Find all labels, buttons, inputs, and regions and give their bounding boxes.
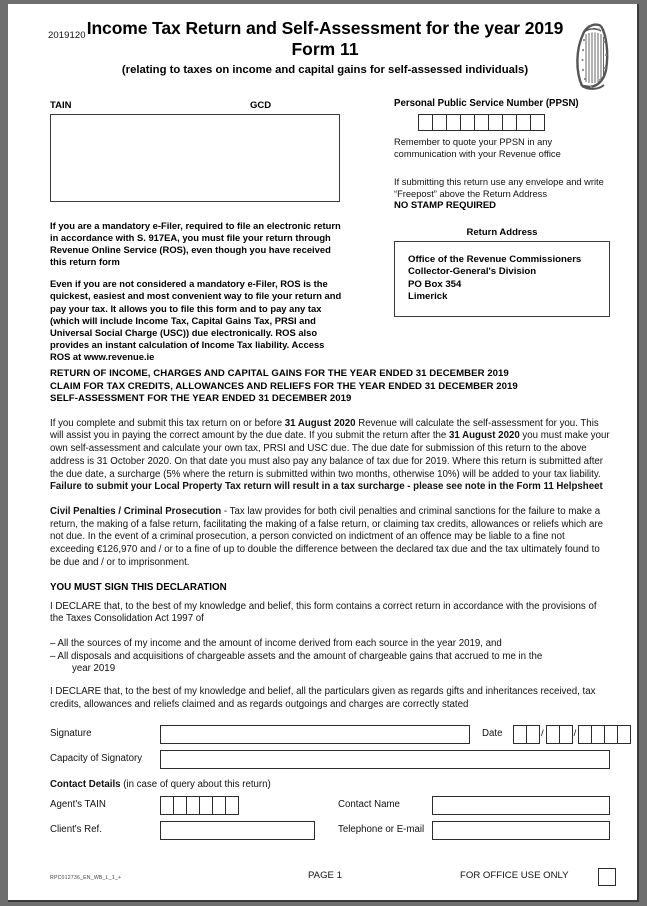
office-use-checkbox[interactable] — [598, 868, 616, 886]
declaration-paragraph-2: I DECLARE that, to the best of my knowledge and belief, all the particulars given as regards gifts and inheritances received, tax credits, allowances and reliefs claimed and as regards outgoings and charges are correctly stated — [50, 686, 596, 710]
capacity-input[interactable] — [160, 750, 610, 769]
heading-self-assessment: SELF-ASSESSMENT FOR THE YEAR ENDED 31 DECEMBER 2019 — [50, 393, 352, 405]
ppsn-cell[interactable] — [530, 114, 545, 131]
agent-tain-input[interactable] — [160, 796, 238, 815]
return-address-line: Office of the Revenue Commissioners — [408, 254, 582, 265]
title-block — [40, 18, 610, 77]
return-headings — [50, 368, 610, 406]
page-content — [40, 18, 610, 835]
date-day-cell[interactable] — [526, 725, 540, 744]
client-ref-row — [50, 821, 610, 842]
deadline-text-1: If you complete and submit this tax return on or before — [50, 417, 285, 429]
contact-details-label: Contact Details — [50, 779, 121, 791]
client-ref-label: Client's Ref. — [50, 824, 102, 836]
form-page — [8, 4, 639, 902]
no-stamp-required: NO STAMP REQUIRED — [394, 200, 497, 211]
form-header — [40, 18, 610, 92]
efiler-notice — [50, 220, 344, 363]
agent-tain-label: Agent's TAIN — [50, 799, 106, 811]
heading-return-of-income: RETURN OF INCOME, CHARGES AND CAPITAL GAINS FOR THE YEAR ENDED 31 DECEMBER 2019 — [50, 368, 509, 379]
declaration-bullet-2-cont: year 2019 — [72, 663, 116, 675]
penalties-text: - Tax law provides for both civil penalties and criminal sanctions for the failure to make a return, the making of a false return, facilitating the making of a false return, or claiming tax credits, allowances or reliefs which are not due. In the event of a criminal prosecution, a person convicted on indictment of an offence may be liable to a fine not exceeding €126,970 and / or to a fine of up to double the difference between the declared tax due and the tax ultimately found to be due and / or to imprisonment. — [50, 506, 603, 568]
deadline-text-3: you must make your own self-assessment and calculate your own tax, PRSI and USC due. The due date for submission of this return to the above address is 31 October 2020. On that date you must also pay any balance of tax due for 2019. Where this return is submitted after the due date, a surcharge (5% where the return is submitted within two months, otherwise 10%) will be added to your tax liability. — [50, 430, 610, 480]
date-separator: / — [573, 728, 577, 740]
return-address-line: Limerick — [408, 291, 448, 303]
tain-label: TAIN — [50, 100, 72, 111]
declaration-bullet-1: – All the sources of my income and the amount of income derived from each source in the year 2019, and — [50, 637, 502, 649]
date-label: Date — [482, 728, 503, 740]
date-year-cell[interactable] — [604, 725, 618, 744]
form-number: 2019120 — [48, 30, 86, 41]
ppsn-section — [394, 98, 610, 317]
date-month-cell[interactable] — [559, 725, 573, 744]
signature-input[interactable] — [160, 725, 470, 744]
contact-name-label: Contact Name — [338, 799, 400, 811]
ppsn-note: Remember to quote your PPSN in any communication with your Revenue office — [394, 137, 561, 159]
ppsn-cell[interactable] — [488, 114, 503, 131]
lpt-surcharge-warning: Failure to submit your Local Property Tax return will result in a tax surcharge - please see note in the Form 11 Helpsheet — [50, 481, 603, 493]
efiler-paragraph-2: Even if you are not considered a mandatory e-Filer, ROS is the quickest, easiest and most convenient way to file your return and pay your tax. It allows you to file this form and to pay any tax (which will include Income Tax, Capital Gains Tax, PRSI and Universal Social Charge (USC)) due electronically. ROS also provides an instant calculation of Income Tax liability. Access ROS at www.revenue.ie — [50, 278, 342, 362]
main-body — [40, 368, 610, 711]
gcd-label: GCD — [250, 100, 272, 111]
date-separator: / — [541, 728, 544, 740]
ppsn-cell[interactable] — [474, 114, 489, 131]
ppsn-cell[interactable] — [516, 114, 531, 131]
agent-tain-cell[interactable] — [212, 796, 226, 815]
form-title-line2: Form 11 — [291, 39, 359, 59]
declaration-bullets — [50, 638, 610, 676]
agent-tain-cell[interactable] — [186, 796, 200, 815]
capacity-label: Capacity of Signatory — [50, 753, 143, 765]
ppsn-cell[interactable] — [502, 114, 517, 131]
ppsn-cell[interactable] — [432, 114, 447, 131]
deadline-text-2: Revenue will calculate the self-assessment for you. This will assist you in paying the correct amount by the due date. If you submit the return after the — [50, 417, 599, 442]
deadline-paragraph — [50, 418, 610, 494]
efiler-paragraph-1: If you are a mandatory e-Filer, required to file an electronic return in accordance with S. 917EA, you must file your return through Revenue Online Service (ROS), even though you have received this return form — [50, 220, 341, 268]
irish-harp-emblem — [570, 20, 614, 94]
agent-tain-cell[interactable] — [173, 796, 187, 815]
deadline-date-1: 31 August 2020 — [284, 417, 356, 429]
ppsn-input[interactable] — [418, 114, 610, 131]
date-year-cell[interactable] — [591, 725, 605, 744]
contact-name-input[interactable] — [432, 796, 610, 815]
deadline-date-2: 31 August 2020 — [449, 430, 520, 442]
date-month-cell[interactable] — [546, 725, 560, 744]
tain-gcd-input[interactable] — [50, 114, 340, 202]
agent-tain-cell[interactable] — [160, 796, 174, 815]
return-address-line: PO Box 354 — [408, 278, 462, 290]
identifier-section — [40, 98, 610, 362]
date-day-cell[interactable] — [513, 725, 527, 744]
ppsn-cell[interactable] — [418, 114, 433, 131]
penalties-heading: Civil Penalties / Criminal Prosecution — [50, 506, 222, 517]
signature-label: Signature — [50, 728, 92, 740]
return-address-line: Collector-General's Division — [408, 266, 537, 278]
date-year-cell[interactable] — [578, 725, 592, 744]
rpc-code: RPC012736_EN_WB_L_1_+ — [50, 875, 122, 881]
signature-fields — [40, 725, 610, 835]
ppsn-cell[interactable] — [460, 114, 475, 131]
date-year-cell[interactable] — [617, 725, 631, 744]
contact-details-note: (in case of query about this return) — [120, 779, 271, 791]
declaration-paragraph-1: I DECLARE that, to the best of my knowledge and belief, this form contains a correct return in accordance with the provisions of the Taxes Consolidation Act 1997 of — [50, 600, 597, 625]
office-use-label: FOR OFFICE USE ONLY — [460, 870, 569, 881]
signature-row — [50, 725, 610, 746]
ppsn-cell[interactable] — [446, 114, 461, 131]
page-number: PAGE 1 — [308, 870, 342, 881]
agent-tain-cell[interactable] — [225, 796, 239, 815]
penalties-paragraph — [50, 506, 610, 570]
ppsn-label: Personal Public Service Number (PPSN) — [394, 98, 579, 109]
freepost-note: If submitting this return use any envelope and write “Freepost” above the Return Address — [394, 177, 604, 199]
client-ref-input[interactable] — [160, 821, 315, 840]
capacity-row — [50, 750, 610, 771]
heading-claim-for-tax-credits: CLAIM FOR TAX CREDITS, ALLOWANCES AND RELIEFS FOR THE YEAR ENDED 31 DECEMBER 2019 — [50, 380, 518, 392]
return-address-label: Return Address — [466, 227, 538, 238]
date-input[interactable] — [513, 725, 630, 744]
agent-tain-cell[interactable] — [199, 796, 213, 815]
page-footer — [50, 870, 610, 894]
declaration-bullet-2: – All disposals and acquisitions of chargeable assets and the amount of chargeable gains that accrued to me in the — [50, 650, 543, 662]
telephone-label: Telephone or E-mail — [338, 824, 425, 836]
telephone-input[interactable] — [432, 821, 610, 840]
contact-details-heading — [50, 779, 610, 790]
return-address-box — [394, 241, 610, 317]
declaration-heading: YOU MUST SIGN THIS DECLARATION — [50, 581, 227, 593]
form-subtitle: (relating to taxes on income and capital gains for self-assessed individuals) — [121, 64, 529, 76]
form-title-line1: Income Tax Return and Self-Assessment for the year 2019 — [86, 18, 564, 38]
agent-tain-row — [50, 796, 610, 817]
